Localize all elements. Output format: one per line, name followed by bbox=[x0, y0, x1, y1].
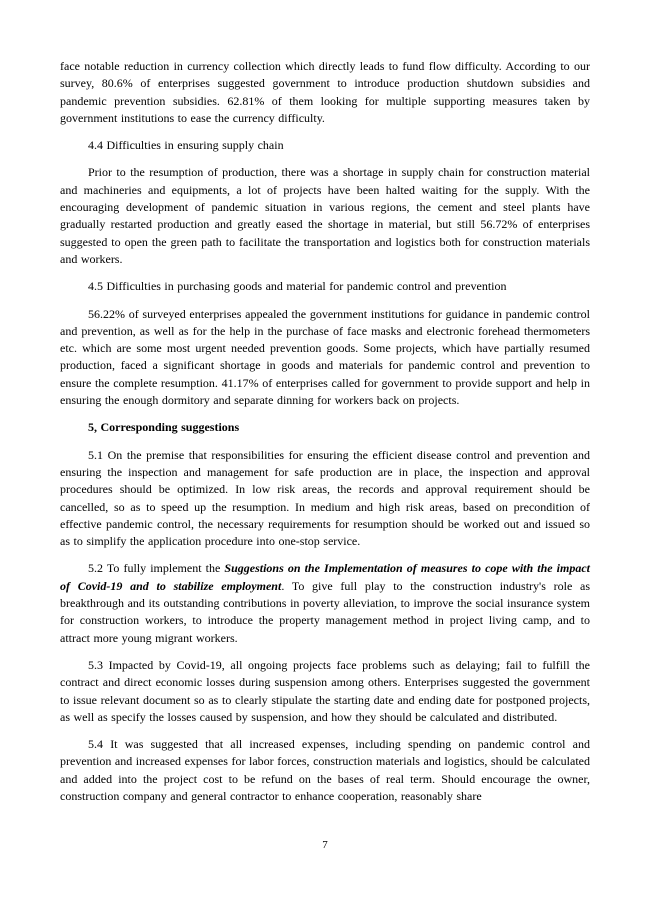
paragraph-5-3: 5.3 Impacted by Covid-19, all ongoing projects face problems such as delaying; fail to fulfill the contract and direct economic losses during suspension among others. Enterprises suggested the government to issue relevant document so as to clearly stipulate the starting date and ending date for postponed projects, as well as specify the losses caused by suspension, and how they should be calculated and distributed. bbox=[60, 657, 590, 724]
page-number: 7 bbox=[322, 839, 328, 851]
paragraph-currency-difficulty: face notable reduction in currency collection which directly leads to fund flow difficulty. According to our survey, 80.6% of enterprises suggested government to introduce production shutdown subsidies and pandemic prevention subsidies. 62.81% of them looking for multiple supporting measures taken by government institutions to ease the currency difficulty. bbox=[60, 59, 590, 125]
referenced-document-title: Suggestions on the Implementation of measures to cope with the impact of Covid-19 and to stabilize employment bbox=[60, 561, 591, 593]
heading-5-corresponding-suggestions: 5, Corresponding suggestions bbox=[88, 420, 240, 435]
heading-4-4-supply-chain: 4.4 Difficulties in ensuring supply chain bbox=[88, 138, 284, 153]
paragraph-5-2-lead: 5.2 To fully implement the bbox=[88, 561, 225, 576]
paragraph-5-4: 5.4 It was suggested that all increased expenses, including spending on pandemic control and prevention and increased expenses for labor forces, construction materials and logistics, should be calculated and added into the project cost to be refund on the bases of real term. Should encourage the owner, construction company and general contractor to enhance cooperation, reasonably share bbox=[60, 737, 590, 803]
heading-4-5-purchasing-goods: 4.5 Difficulties in purchasing goods and material for pandemic control and prevention bbox=[88, 279, 507, 294]
paragraph-5-1: 5.1 On the premise that responsibilities for ensuring the efficient disease control and prevention and ensuring the inspection and management for safe production are in place, the inspection and approval procedures should be optimized. In low risk areas, the records and approval requirement should be cancelled, so as to speed up the resumption. In medium and high risk areas, based on precondition of effective pandemic control, the necessary requirements for resumption should be worked out and issued so as to simplify the application procedure into one-stop service. bbox=[60, 447, 590, 549]
document-content bbox=[60, 58, 590, 815]
paragraph-5-2-rest: . To give full play to the construction industry's role as breakthrough and its outstanding contributions in poverty alleviation, to improve the social insurance system for construction workers, to introduce the property management method in project living camp, and to attract more young migrant workers. bbox=[60, 578, 590, 645]
paragraph-5-2 bbox=[60, 560, 590, 646]
paragraph-supply-chain: Prior to the resumption of production, there was a shortage in supply chain for construction material and machineries and equipments, a lot of projects have been halted waiting for the supply. With the encouraging development of pandemic situation in various regions, the cement and steel plants have gradually restarted production and greatly eased the shortage in material, but still 56.72% of enterprises suggested to open the green path to facilitate the transportation and logistics both for construction materials and workers. bbox=[60, 165, 590, 266]
paragraph-pandemic-goods: 56.22% of surveyed enterprises appealed the government institutions for guidance in pandemic control and prevention, as well as for the help in the purchase of face masks and electronic forehead thermometers etc. which are some most urgent needed prevention goods. Some projects, which have partially resumed production, faced a significant shortage in goods and materials for pandemic control and prevention to ensure the complete resumption. 41.17% of enterprises called for government to provide support and help in ensuring the enough dormitory and separate dinning for workers back on projects. bbox=[60, 306, 590, 408]
